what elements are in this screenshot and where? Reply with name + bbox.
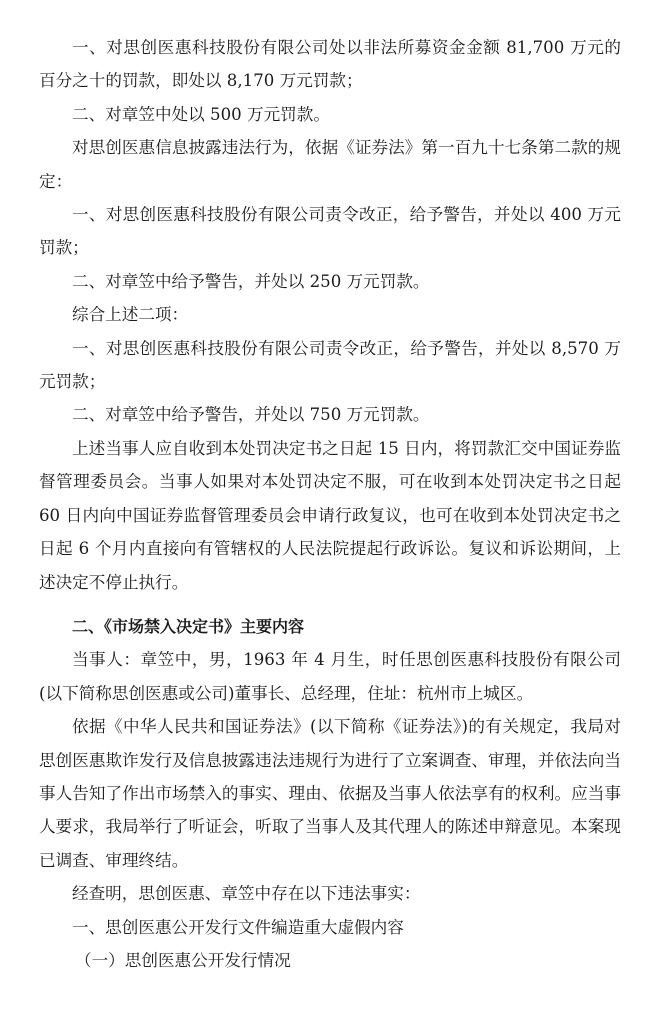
paragraph-combined-person: 二、对章笠中给予警告，并处以 750 万元罚款。	[72, 405, 430, 425]
paragraph-fact-one: 一、思创医惠公开发行文件编造重大虚假内容	[72, 917, 404, 937]
paragraph-penalty-company-fraud: 一、对思创医惠科技股份有限公司处以非法所募资金金额 81,700 万元的百分之十的罚款，即处以 8,170 万元罚款；	[39, 38, 621, 91]
paragraph-penalty-company-disclosure: 一、对思创医惠科技股份有限公司责令改正，给予警告，并处以 400 万元罚款；	[39, 205, 621, 258]
paragraph-facts-intro: 经查明，思创医惠、章笠中存在以下违法事实：	[72, 884, 421, 904]
subheading: （一）思创医惠公开发行情况	[75, 950, 291, 970]
paragraph-disclosure-basis: 对思创医惠信息披露违法行为，依据《证券法》第一百九十七条第二款的规定：	[39, 138, 621, 191]
paragraph-penalty-person-disclosure: 二、对章笠中给予警告，并处以 250 万元罚款。	[72, 271, 430, 291]
paragraph-investigation-basis: 依据《中华人民共和国证券法》(以下简称《证券法》)的有关规定，我局对思创医惠欺诈发行及信息披露违法违规行为进行了立案调查、审理，并依法向当事人告知了作出市场禁入的事实、理由、依据及当事人依法享有的权利。应当事人要求，我局举行了听证会，听取了当事人及其代理人的陈述申辩意见。本案现已调查、审理终结。	[39, 717, 621, 870]
paragraph-combined-company: 一、对思创医惠科技股份有限公司责令改正，给予警告，并处以 8,570 万元罚款；	[39, 338, 621, 392]
paragraph-penalty-person-fraud: 二、对章笠中处以 500 万元罚款。	[72, 104, 330, 124]
section-heading: 二、《市场禁入决定书》主要内容	[72, 616, 305, 636]
paragraph-combined-intro: 综合上述二项：	[72, 305, 189, 325]
document-page	[39, 31, 621, 977]
paragraph-payment-appeal: 上述当事人应自收到本处罚决定书之日起 15 日内，将罚款汇交中国证券监督管理委员会。当事人如果对本处罚决定不服，可在收到本处罚决定书之日起 60 日内向中国证券监督管理委员会申请行政复议，也可在收到本处罚决定书之日起 6 个月内直接向有管辖权的人民法院提起行政诉讼。复议和诉讼期间，上述决定不停止执行。	[39, 438, 621, 592]
paragraph-party-info: 当事人：章笠中，男，1963 年 4 月生，时任思创医惠科技股份有限公司(以下简称思创医惠或公司)董事长、总经理，住址：杭州市上城区。	[39, 650, 621, 703]
